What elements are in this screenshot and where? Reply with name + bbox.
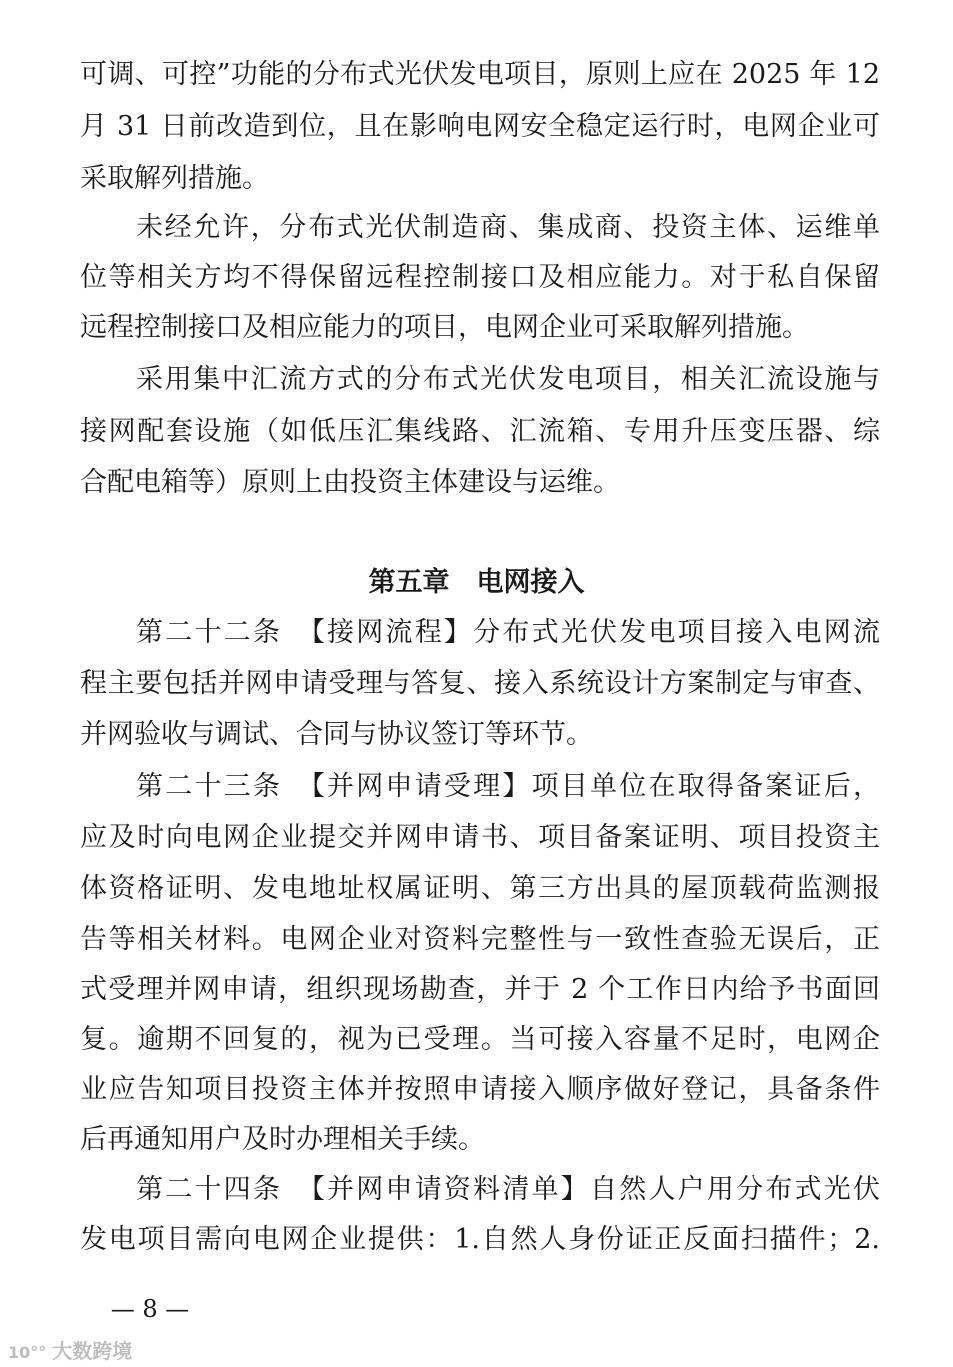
chapter-heading: 第五章 电网接入 [368,567,585,598]
text-line: 接网配套设施（如低压汇集线路、汇流箱、专用升压变压器、综 [80,416,880,447]
text-line: 采用集中汇流方式的分布式光伏发电项目，相关汇流设施与 [136,364,880,395]
text-line: 月 31 日前改造到位，且在影响电网安全稳定运行时，电网企业可 [80,111,880,142]
text-line: 第二十二条 【接网流程】分布式光伏发电项目接入电网流 [136,617,880,648]
text-line: 业应告知项目投资主体并按照申请接入顺序做好登记，具备条件 [80,1074,880,1105]
text-line: 程主要包括并网申请受理与答复、接入系统设计方案制定与审查、 [80,668,880,699]
watermark-text: 大数跨境 [52,1339,133,1363]
text-line: 远程控制接口及相应能力的项目，电网企业可采取解列措施。 [80,312,809,343]
page-number: — 8 — [110,1295,190,1323]
text-line: 并网验收与调试、合同与协议签订等环节。 [80,719,593,750]
watermark-logo-icon: 10°° [8,1343,47,1362]
text-line: 未经允许，分布式光伏制造商、集成商、投资主体、运维单 [136,212,880,243]
text-line: 可调、可控”功能的分布式光伏发电项目，原则上应在 2025 年 12 [80,59,880,90]
text-line: 第二十四条 【并网申请资料清单】自然人户用分布式光伏 [136,1174,880,1205]
text-line: 位等相关方均不得保留远程控制接口及相应能力。对于私自保留 [80,262,880,293]
text-line: 第二十三条 【并网申请受理】项目单位在取得备案证后， [136,771,880,802]
text-line: 后再通知用户及时办理相关手续。 [80,1124,485,1155]
text-line: 发电项目需向电网企业提供：1.自然人身份证正反面扫描件；2. [80,1224,880,1255]
text-line: 体资格证明、发电地址权属证明、第三方出具的屋顶载荷监测报 [80,873,880,904]
text-line: 合配电箱等）原则上由投资主体建设与运维。 [80,467,620,498]
text-line: 应及时向电网企业提交并网申请书、项目备案证明、项目投资主 [80,822,880,853]
text-line: 告等相关材料。电网企业对资料完整性与一致性查验无误后，正 [80,924,880,955]
text-line: 采取解列措施。 [80,163,269,194]
text-line: 复。逾期不回复的，视为已受理。当可接入容量不足时，电网企 [80,1024,880,1055]
text-line: 式受理并网申请，组织现场勘查，并于 2 个工作日内给予书面回 [80,974,880,1005]
watermark [8,1335,132,1364]
